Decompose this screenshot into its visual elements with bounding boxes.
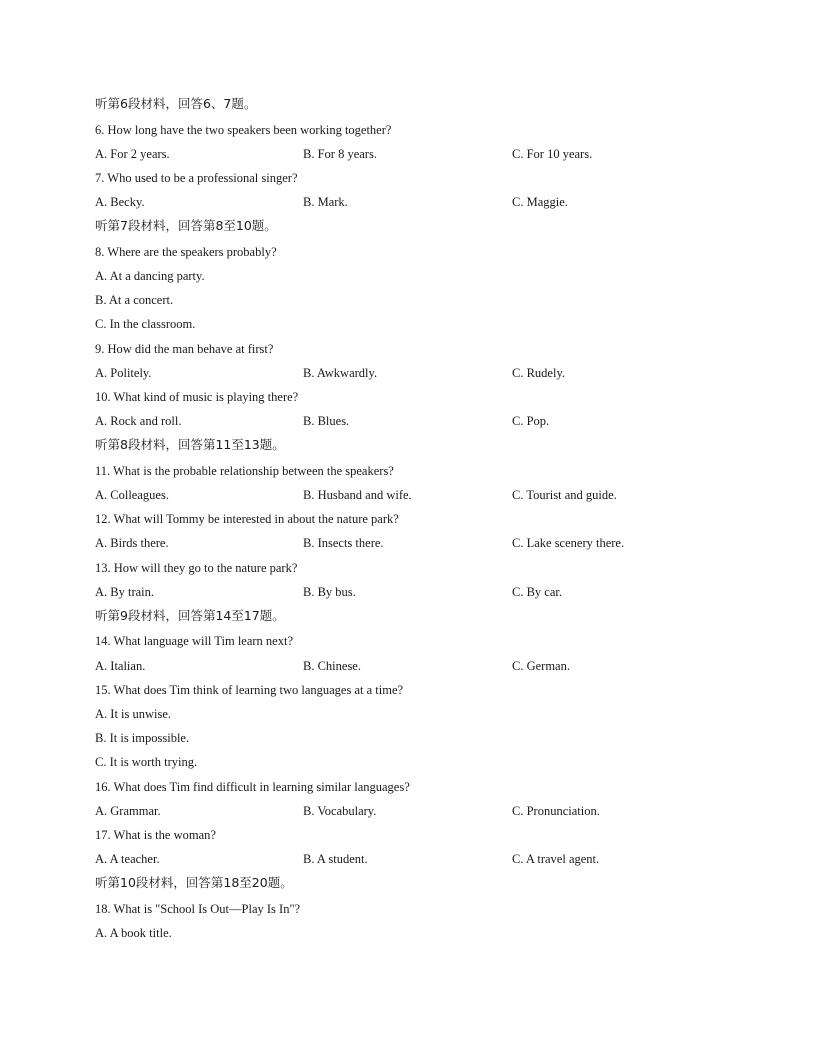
answer-option: B. Blues. xyxy=(303,414,350,429)
section-heading: 听第6段材料，回答6、7题。 xyxy=(95,96,257,111)
answer-option: A. Grammar. xyxy=(95,803,161,818)
section-heading: 听第9段材料，回答第14至17题。 xyxy=(95,607,285,623)
answer-option: B. Chinese. xyxy=(303,658,361,673)
answer-option: B. Mark. xyxy=(303,195,348,210)
answer-option: C. Maggie. xyxy=(512,195,568,210)
answer-option: C. For 10 years. xyxy=(512,146,593,161)
options-row xyxy=(95,849,735,873)
question-line: 14. What language will Tim learn next? xyxy=(95,634,293,649)
question-line: 12. What will Tommy be interested in about the nature park? xyxy=(95,512,399,527)
answer-option: A. Italian. xyxy=(95,658,146,673)
answer-option: B. A student. xyxy=(303,852,368,867)
question-line: B. It is impossible. xyxy=(95,731,190,746)
question-line: A. It is unwise. xyxy=(95,706,172,721)
question-line: C. In the classroom. xyxy=(95,317,196,332)
exam-page xyxy=(95,94,735,947)
answer-option: C. Tourist and guide. xyxy=(512,487,617,502)
question-line: 7. Who used to be a professional singer? xyxy=(95,170,298,185)
answer-option: A. For 2 years. xyxy=(95,146,170,161)
options-row xyxy=(95,533,735,557)
question-line: 15. What does Tim think of learning two languages at a time? xyxy=(95,682,404,697)
question-line: 9. How did the man behave at first? xyxy=(95,341,274,356)
options-row xyxy=(95,363,735,387)
question-line: B. At a concert. xyxy=(95,293,174,308)
answer-option: C. By car. xyxy=(512,584,562,599)
options-row xyxy=(95,582,735,606)
question-line: A. A book title. xyxy=(95,925,172,940)
options-row xyxy=(95,801,735,825)
answer-option: C. Rudely. xyxy=(512,365,566,380)
answer-option: A. By train. xyxy=(95,584,155,599)
options-row xyxy=(95,411,735,435)
answer-option: B. Insects there. xyxy=(303,536,384,551)
answer-option: A. Birds there. xyxy=(95,536,169,551)
options-row xyxy=(95,144,735,168)
answer-option: B. Vocabulary. xyxy=(303,803,377,818)
answer-option: B. For 8 years. xyxy=(303,146,377,161)
section-heading: 听第8段材料，回答第11至13题。 xyxy=(95,437,285,453)
question-line: 18. What is "School Is Out—Play Is In"? xyxy=(95,901,301,916)
options-row xyxy=(95,656,735,680)
options-row xyxy=(95,485,735,509)
question-line: A. At a dancing party. xyxy=(95,268,205,283)
answer-option: A. Politely. xyxy=(95,365,152,380)
question-line: C. It is worth trying. xyxy=(95,755,198,770)
answer-option: C. Pop. xyxy=(512,414,550,429)
question-line: 6. How long have the two speakers been working together? xyxy=(95,122,392,137)
question-line: 16. What does Tim find difficult in learning similar languages? xyxy=(95,779,410,794)
answer-option: A. Colleagues. xyxy=(95,487,169,502)
section-heading: 听第10段材料，回答第18至20题。 xyxy=(95,875,293,891)
question-line: 11. What is the probable relationship between the speakers? xyxy=(95,463,394,478)
answer-option: A. A teacher. xyxy=(95,852,160,867)
answer-option: C. Pronunciation. xyxy=(512,803,600,818)
answer-option: B. By bus. xyxy=(303,584,356,599)
answer-option: A. Rock and roll. xyxy=(95,414,182,429)
answer-option: C. German. xyxy=(512,658,570,673)
section-heading: 听第7段材料，回答第8至10题。 xyxy=(95,218,277,234)
question-line: 13. How will they go to the nature park? xyxy=(95,560,298,575)
options-row xyxy=(95,192,735,216)
question-line: 10. What kind of music is playing there? xyxy=(95,389,299,404)
answer-option: C. A travel agent. xyxy=(512,852,600,867)
question-line: 17. What is the woman? xyxy=(95,827,216,842)
question-line: 8. Where are the speakers probably? xyxy=(95,244,277,259)
answer-option: A. Becky. xyxy=(95,195,145,210)
answer-option: B. Husband and wife. xyxy=(303,487,412,502)
answer-option: B. Awkwardly. xyxy=(303,365,378,380)
answer-option: C. Lake scenery there. xyxy=(512,536,625,551)
